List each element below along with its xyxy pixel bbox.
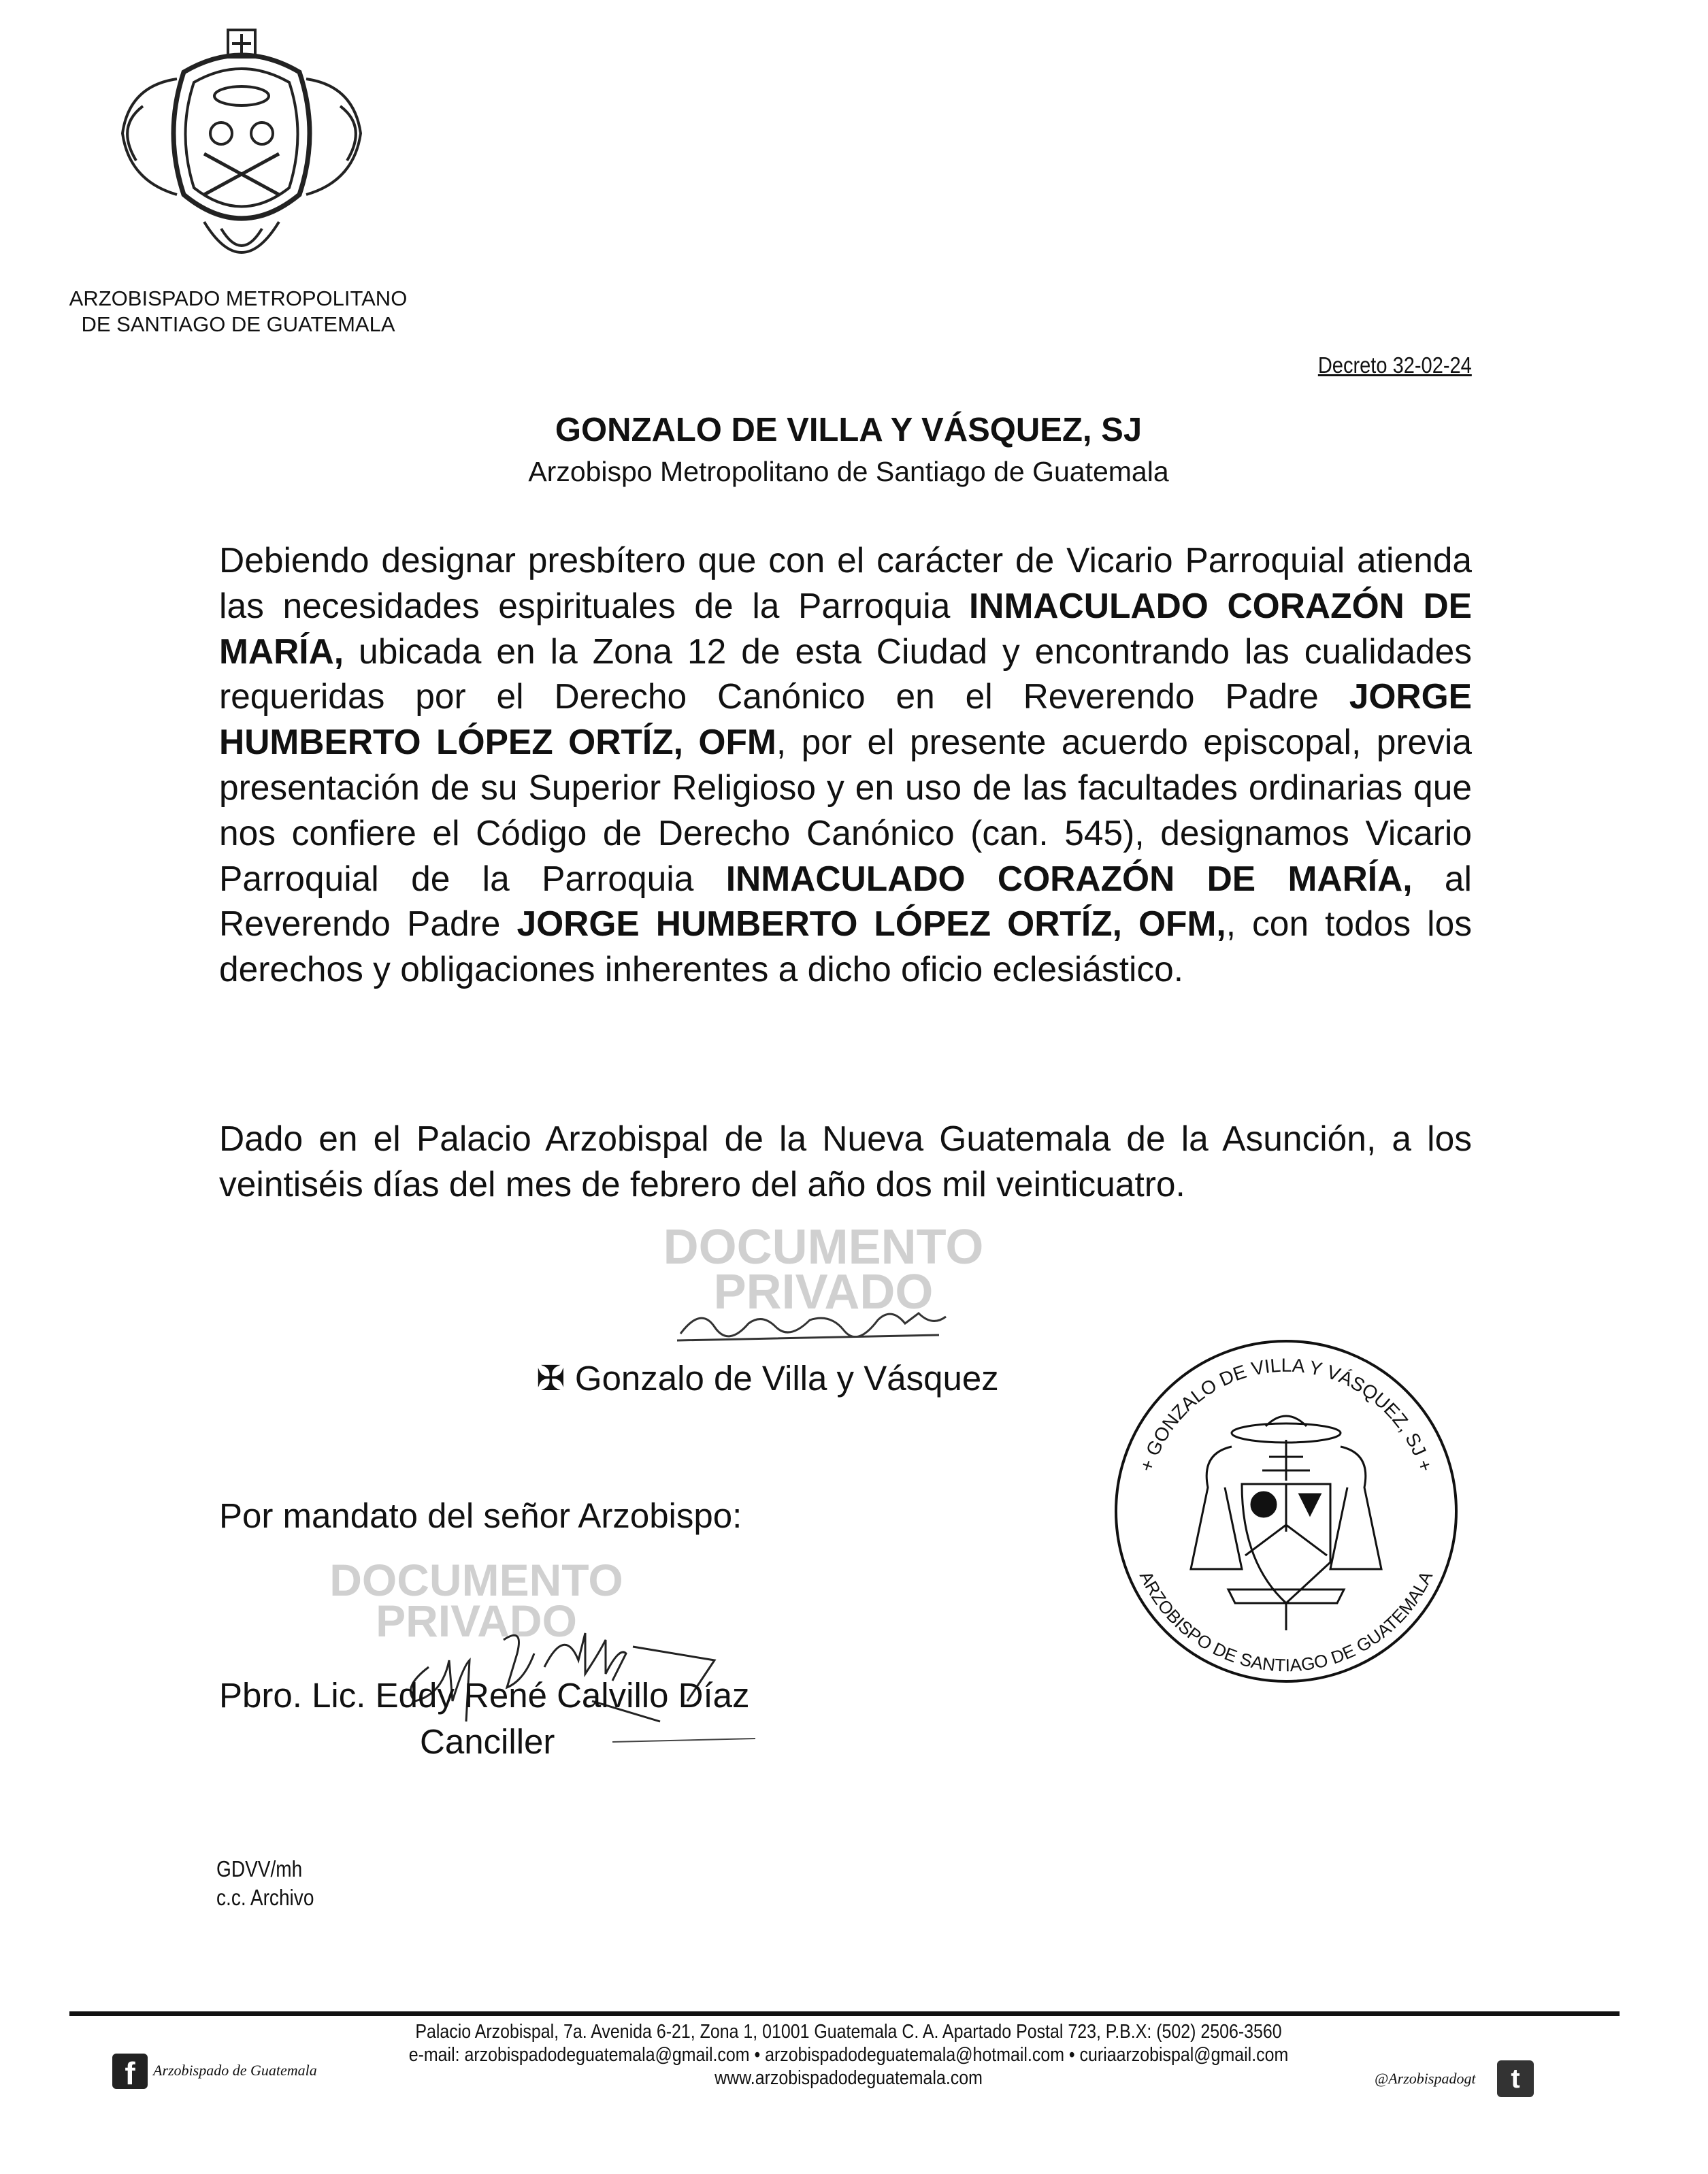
- twitter-label: @Arzobispadogt: [1375, 2070, 1476, 2087]
- decree-number: Decreto 32-02-24: [1317, 352, 1472, 378]
- text-segment: Dado en el Palacio Arzobispal de la Nueva Guatemala de la Asunción, a los veintiséis días del mes de febrero del año dos mil veinticuatro.: [219, 1119, 1472, 1204]
- document-subtitle: Arzobispo Metropolitano de Santiago de Guatemala: [528, 456, 1169, 487]
- watermark-line-2: PRIVADO: [376, 1596, 577, 1646]
- bold-text-segment: JORGE HUMBERTO LÓPEZ ORTÍZ, OFM,: [516, 904, 1226, 944]
- footer-emails: e-mail: arzobispadodeguatemala@gmail.com • arzobispadodeguatemala@hotmail.com • curiaarzobispal@gmail.com: [408, 2044, 1289, 2066]
- watermark-line-1: DOCUMENTO: [663, 1220, 984, 1274]
- seal-bottom-text: ARZOBISPO DE SANTIAGO DE GUATEMALA: [1135, 1568, 1437, 1676]
- bold-text-segment: JORGE HUMBERTO LÓPEZ ORTÍZ, OFM: [219, 676, 1472, 762]
- twitter-icon: t: [1497, 2060, 1534, 2097]
- text-segment: al Reverendo Padre: [219, 858, 1472, 944]
- archbishop-signature: [674, 1293, 959, 1354]
- mandate-text: Por mandato del señor Arzobispo:: [219, 1496, 742, 1535]
- copy-reference: c.c. Archivo: [216, 1885, 314, 1910]
- initials-reference: GDVV/mh: [216, 1856, 303, 1881]
- text-segment: ubicada en la Zona 12 de esta Ciudad y encontrando las cualidades requeridas por el Derecho Canónico en el Reverendo Padre: [219, 631, 1472, 717]
- org-line-2: DE SANTIAGO DE GUATEMALA: [81, 312, 395, 336]
- chancellor-title: Canciller: [420, 1722, 555, 1761]
- body-paragraph-decree: [219, 538, 1472, 992]
- text-segment: , por el presente acuerdo episcopal, previa presentación de su Superior Religioso y en uso de las facultades ordinarias que nos confiere el Código de Derecho Canónico (can. 545), designamos Vicario Parroquial de la Parroquia: [219, 722, 1472, 898]
- bold-text-segment: INMACULADO CORAZÓN DE MARÍA,: [725, 858, 1413, 898]
- facebook-label: Arzobispado de Guatemala: [153, 2062, 317, 2079]
- text-segment: Debiendo designar presbítero que con el carácter de Vicario Parroquial atienda las necesidades espirituales de la Parroquia: [219, 540, 1472, 625]
- signer-name: ✠ Gonzalo de Villa y Vásquez: [536, 1359, 999, 1398]
- seal-top-text: + GONZALO DE VILLA Y VÁSQUEZ, SJ +: [1135, 1354, 1437, 1475]
- organization-name: [41, 286, 436, 337]
- text-segment: , con todos los derechos y obligaciones inherentes a dicho oficio eclesiástico.: [219, 904, 1472, 989]
- document-title: GONZALO DE VILLA Y VÁSQUEZ, SJ: [555, 412, 1143, 448]
- episcopal-arms-icon: [1191, 1416, 1381, 1630]
- archbishop-seal: [1106, 1331, 1466, 1685]
- archdiocese-coat-of-arms-logo: [102, 24, 381, 283]
- org-line-1: ARZOBISPADO METROPOLITANO: [69, 286, 408, 310]
- watermark-line-1: DOCUMENTO: [329, 1555, 623, 1605]
- chancellor-name: Pbro. Lic. Eddy René Calvillo Díaz: [219, 1676, 750, 1715]
- footer-website: www.arzobispadodeguatemala.com: [715, 2067, 983, 2089]
- facebook-icon: f: [112, 2054, 148, 2089]
- bold-text-segment: INMACULADO CORAZÓN DE MARÍA,: [219, 585, 1473, 671]
- body-paragraph-date: [219, 1116, 1472, 1207]
- footer-divider: [69, 2011, 1620, 2016]
- watermark-line-2: PRIVADO: [713, 1265, 934, 1319]
- footer-address: Palacio Arzobispal, 7a. Avenida 6-21, Zona 1, 01001 Guatemala C. A. Apartado Postal 723, P.B.X: (502) 2506-3560: [415, 2021, 1282, 2043]
